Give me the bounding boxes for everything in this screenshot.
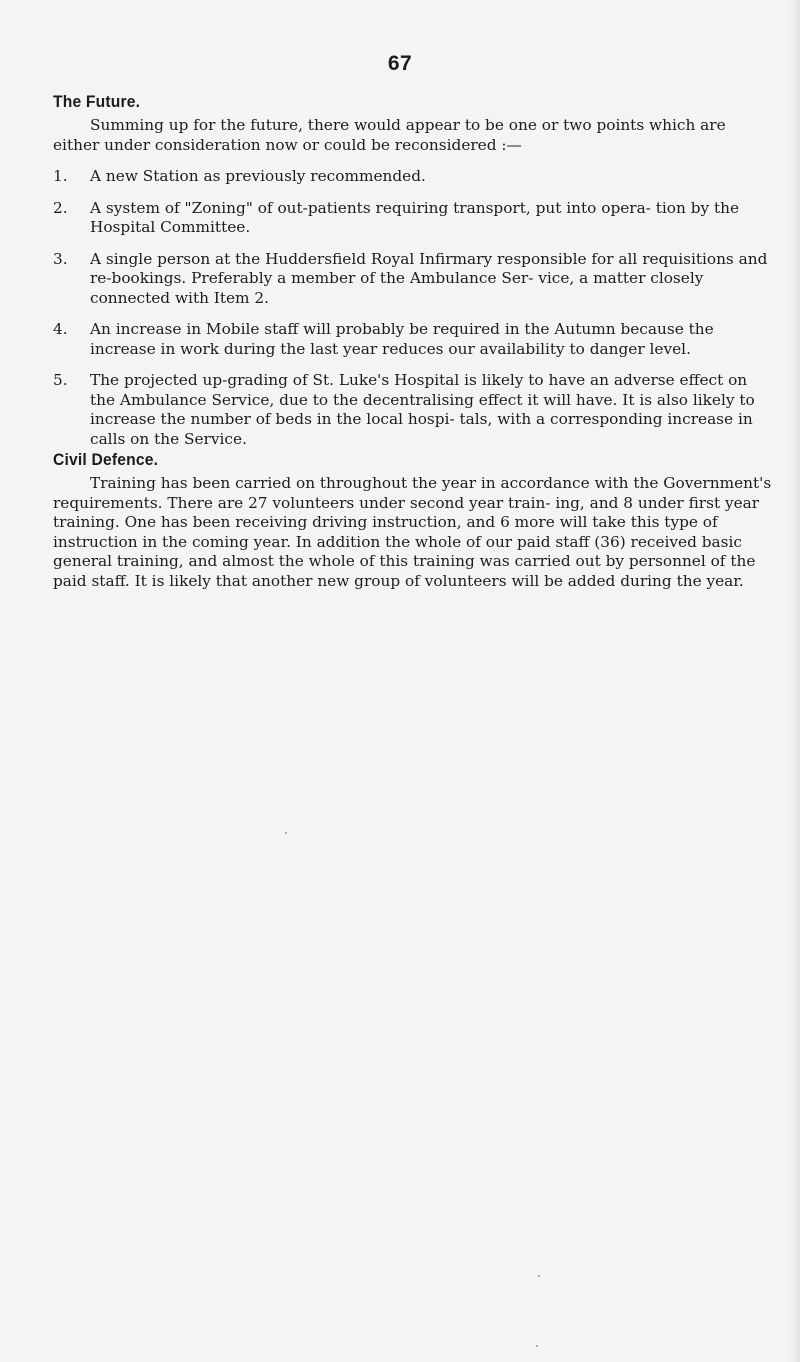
list-item-number: 3. [53,249,68,268]
scan-speck [538,1275,540,1277]
scan-speck [536,1345,538,1347]
list-item-number: 1. [53,167,68,185]
list-item-number: 5. [53,371,68,389]
scan-speck [285,832,287,834]
future-points-list [53,167,773,449]
section-heading-future: The Future. [53,92,141,111]
list-item-number: 2. [53,198,68,217]
list-item-text: The projected up-grading of St. Luke's Hospital is likely to have an adverse effect on the Ambulance Service, due to the decentralising effect it will have. It is also likely to increase the number of beds in the local hospi- tals, with a corresponding increase in calls on the Service. [90,371,755,448]
civil-defence-paragraph: Training has been carried on throughout the year in accordance with the Government's requirements. There are 27 volunteers under second year train- ing, and 8 under first year training. One has been receiving driving instruction, and 6 more will take this type of instruction in the coming year. In addition the whole of our paid staff (36) received basic general training, and almost the whole of this training was carried out by personnel of the paid staff. It is likely that another new group of volunteers will be added during the year. [53,474,772,590]
list-item-text: An increase in Mobile staff will probably be required in the Autumn because the increase in work during the last year reduces our availability to danger level. [90,320,714,358]
list-item [53,167,773,187]
list-item-text: A system of "Zoning" of out-patients requiring transport, put into opera- tion by the Hospital Committee. [90,198,740,236]
list-item [53,371,773,449]
list-item [53,199,773,238]
list-item [53,250,773,309]
page-number: 67 [387,52,413,75]
scan-shadow-edge [790,0,800,1362]
section-future [53,92,773,461]
section-civil-defence [53,450,773,591]
section-heading-civil-defence: Civil Defence. [53,450,159,469]
list-item-text: A single person at the Huddersfield Royal Infirmary responsible for all requisitions and re-bookings. Preferably a member of the Ambulance Ser- vice, a matter closely connected with Item 2. [90,249,768,307]
list-item-text: A new Station as previously recommended. [90,167,426,185]
future-intro-paragraph: Summing up for the future, there would appear to be one or two points which are either under consideration now or could be reconsidered :— [53,116,726,154]
list-item [53,320,773,359]
list-item-number: 4. [53,320,68,338]
